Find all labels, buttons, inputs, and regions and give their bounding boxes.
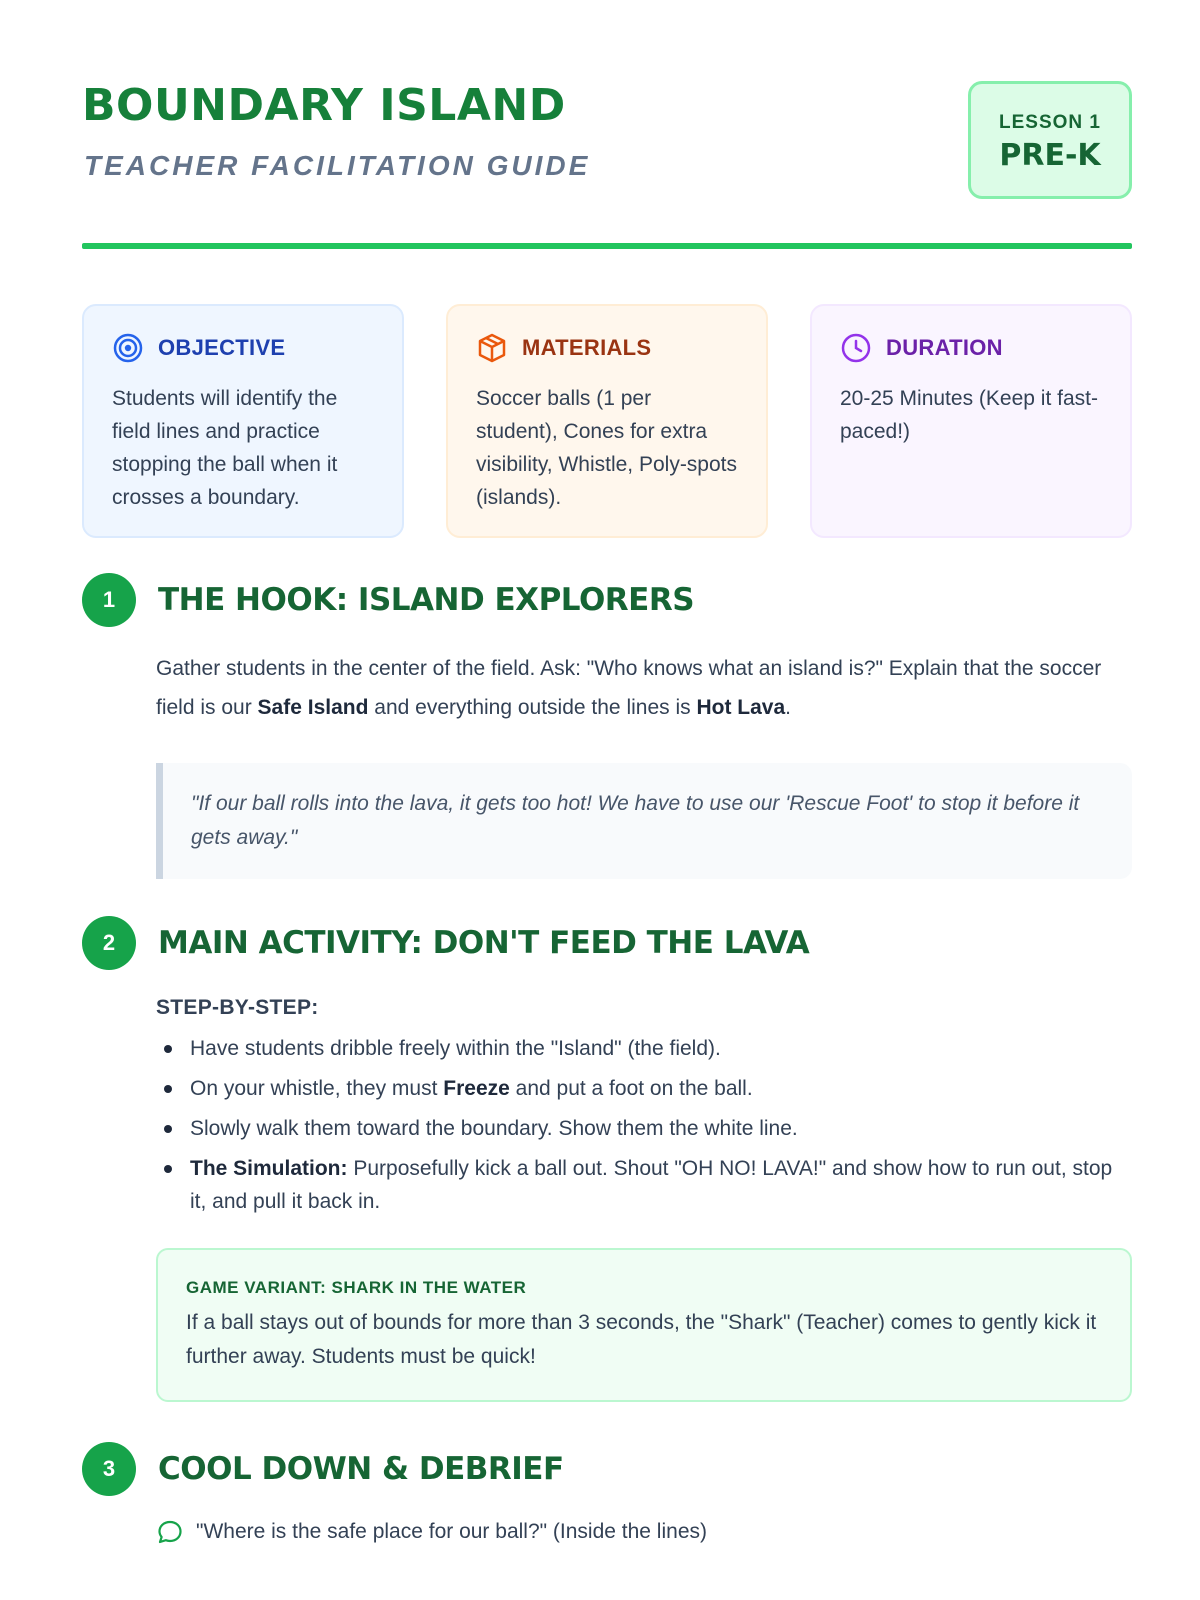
section-number-badge: 2 (82, 916, 136, 970)
objective-text: Students will identify the field lines and practice stopping the ball when it crosses a boundary. (112, 387, 338, 509)
grade-label: PRE-K (999, 138, 1101, 173)
speech-bubble-icon (156, 1518, 184, 1546)
steps-list (156, 1032, 1132, 1218)
hook-text-1: Gather students in the center of the field. Ask: "Who knows what an island is?" Explain that the soccer field is our (156, 657, 1102, 719)
hot-lava-term: Hot Lava (696, 696, 786, 719)
safe-island-term: Safe Island (257, 696, 369, 719)
materials-card-header (476, 332, 738, 364)
clock-icon (840, 332, 872, 364)
duration-text: 20-25 Minutes (Keep it fast-paced!) (840, 387, 1098, 443)
lesson-badge (968, 81, 1132, 199)
step-text: Purposefully kick a ball out. Shout "OH NO! LAVA!" and show how to run out, stop it, and pull it back in. (190, 1157, 1113, 1213)
section-number-badge: 3 (82, 1442, 136, 1496)
lesson-label: LESSON 1 (999, 112, 1101, 133)
section-header (82, 916, 1132, 970)
page-title: BOUNDARY ISLAND (82, 80, 566, 131)
game-variant-box (156, 1248, 1132, 1402)
section-cool-down (82, 1442, 1132, 1546)
box-icon (476, 332, 508, 364)
step-text: and put a foot on the ball. (509, 1077, 753, 1100)
hook-paragraph (156, 649, 1132, 727)
variant-title: GAME VARIANT: SHARK IN THE WATER (186, 1278, 527, 1297)
page-subtitle: TEACHER FACILITATION GUIDE (84, 150, 591, 181)
section-main-activity (82, 916, 1132, 1402)
hook-text-3: . (785, 696, 792, 719)
materials-text: Soccer balls (1 per student), Cones for extra visibility, Whistle, Poly-spots (islands). (476, 387, 738, 509)
info-cards (82, 304, 1132, 538)
section-title: THE HOOK: ISLAND EXPLORERS (158, 582, 695, 618)
duration-card-header (840, 332, 1102, 364)
debrief-question (156, 1518, 1132, 1546)
debrief-question-text: "Where is the safe place for our ball?" (Inside the lines) (196, 1520, 707, 1543)
steps-label: STEP-BY-STEP: (156, 996, 319, 1019)
hook-text-2: and everything outside the lines is (368, 696, 697, 719)
step-text: On your whistle, they must (190, 1077, 444, 1100)
objective-card (82, 304, 404, 538)
section-body (156, 1518, 1132, 1546)
target-icon (112, 332, 144, 364)
list-item (156, 1032, 1132, 1065)
teacher-quote: "If our ball rolls into the lava, it gets too hot! We have to use our 'Rescue Foot' to stop it before it gets away." (156, 763, 1132, 879)
section-title: MAIN ACTIVITY: DON'T FEED THE LAVA (158, 925, 810, 961)
section-body (156, 649, 1132, 879)
objective-card-header (112, 332, 374, 364)
duration-title: DURATION (886, 335, 1003, 360)
duration-card (810, 304, 1132, 538)
list-item (156, 1112, 1132, 1145)
list-item (156, 1072, 1132, 1105)
freeze-term: Freeze (443, 1077, 510, 1100)
section-header (82, 573, 1132, 627)
section-hook (82, 573, 1132, 879)
variant-text: If a ball stays out of bounds for more than 3 seconds, the "Shark" (Teacher) comes to gently kick it further away. Students must be quick! (186, 1311, 1097, 1368)
section-header (82, 1442, 1132, 1496)
header-divider (82, 243, 1132, 249)
materials-title: MATERIALS (522, 335, 652, 360)
step-text: Slowly walk them toward the boundary. Show them the white line. (190, 1117, 798, 1140)
section-number-badge: 1 (82, 573, 136, 627)
page-header (82, 76, 1132, 206)
simulation-term: The Simulation: (190, 1157, 348, 1180)
section-title: COOL DOWN & DEBRIEF (158, 1451, 564, 1487)
materials-card (446, 304, 768, 538)
objective-title: OBJECTIVE (158, 335, 286, 360)
list-item (156, 1152, 1132, 1218)
section-body (156, 996, 1132, 1402)
step-text: Have students dribble freely within the "Island" (the field). (190, 1037, 721, 1060)
